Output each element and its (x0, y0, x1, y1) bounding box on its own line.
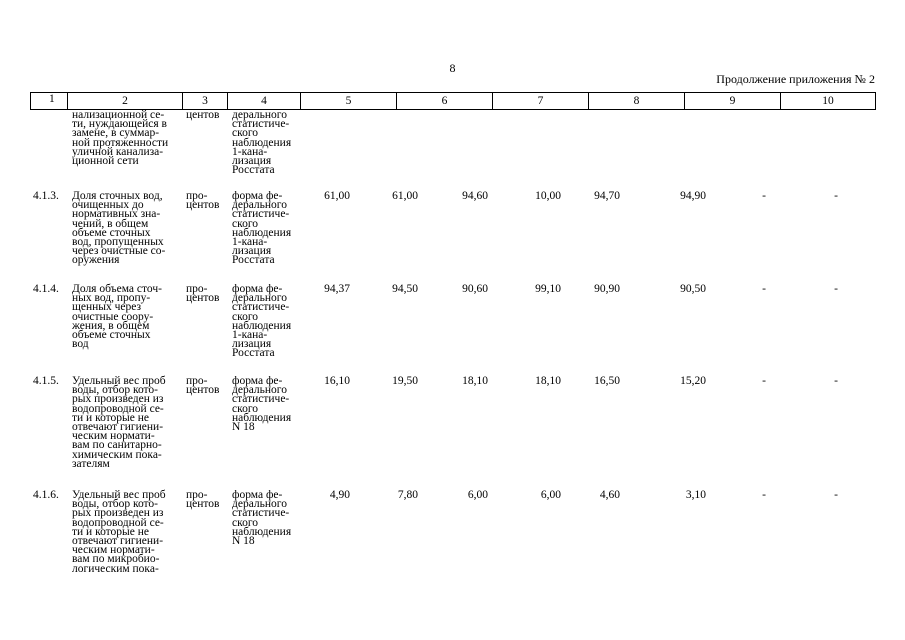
row-code: 4.1.3. (33, 190, 59, 202)
data-source: форма фе- дерального статистиче- ского наблюдения N 18 (232, 489, 292, 548)
appendix-caption: Продолжение приложения № 2 (716, 72, 875, 86)
header-col-1: 1 (31, 93, 68, 110)
page-number: 8 (449, 61, 456, 75)
value-cell: - (762, 489, 766, 501)
row-code: 4.1.6. (33, 489, 59, 501)
unit: про- центов (186, 283, 220, 305)
value-cell: 90,90 (594, 283, 620, 295)
header-col-10: 10 (781, 93, 876, 110)
value-cell: - (762, 190, 766, 202)
value-cell: 99,10 (535, 283, 561, 295)
value-cell: 16,10 (324, 375, 350, 387)
value-cell: 61,00 (324, 190, 350, 202)
value-cell: 94,70 (594, 190, 620, 202)
value-cell: 6,00 (540, 489, 561, 501)
data-source: форма фе- дерального статистиче- ского наблюдения N 18 (232, 375, 292, 434)
value-cell: 94,37 (324, 283, 350, 295)
value-cell: - (834, 375, 838, 387)
value-cell: - (762, 375, 766, 387)
value-cell: - (834, 190, 838, 202)
header-col-5: 5 (301, 93, 397, 110)
row-code: 4.1.5. (33, 375, 59, 387)
header-col-4: 4 (228, 93, 301, 110)
indicator-name: Доля сточных вод, очищенных до нормативных зна- чений, в общем объеме сточных вод, пропущенных через очистные со- оружения (72, 190, 166, 267)
header-col-8: 8 (589, 93, 685, 110)
value-cell: 18,10 (535, 375, 561, 387)
value-cell: 15,20 (680, 375, 706, 387)
unit: центов (186, 109, 220, 121)
header-col-6: 6 (397, 93, 493, 110)
value-cell: - (834, 489, 838, 501)
value-cell: 16,50 (594, 375, 620, 387)
value-cell: - (834, 283, 838, 295)
value-cell: - (762, 283, 766, 295)
value-cell: 7,80 (397, 489, 418, 501)
header-col-3: 3 (183, 93, 228, 110)
value-cell: 90,60 (462, 283, 488, 295)
data-source: форма фе- дерального статистиче- ского наблюдения 1-кана- лизация Росстата (232, 283, 292, 360)
data-source: форма фе- дерального статистиче- ского наблюдения 1-кана- лизация Росстата (232, 190, 292, 267)
data-source: дерального статистиче- ского наблюдения 1-кана- лизация Росстата (232, 109, 292, 177)
value-cell: 94,90 (680, 190, 706, 202)
value-cell: 94,60 (462, 190, 488, 202)
value-cell: 4,90 (329, 489, 350, 501)
value-cell: 94,50 (392, 283, 418, 295)
header-col-2: 2 (68, 93, 183, 110)
value-cell: 19,50 (392, 375, 418, 387)
indicator-name: Доля объема сточ- ных вод, пропу- щенных через очистные соору- жения, в общем объеме сточных вод (72, 283, 162, 351)
indicator-name: нализационной се- ти, нуждающейся в замене, в суммар- ной протяженности уличной канализа- ционной сети (72, 109, 169, 168)
indicator-name: Удельный вес проб воды, отбор кото- рых произведен из водопроводной се- ти и которые не отвечают гигиени- ческим нормати- вам по микробио- логическим пока- (72, 489, 166, 575)
table-header (30, 92, 876, 110)
value-cell: 4,60 (599, 489, 620, 501)
unit: про- центов (186, 375, 220, 397)
value-cell: 61,00 (392, 190, 418, 202)
value-cell: 10,00 (535, 190, 561, 202)
header-col-9: 9 (685, 93, 781, 110)
unit: про- центов (186, 190, 220, 212)
indicator-name: Удельный вес проб воды, отбор кото- рых произведен из водопроводной се- ти и которые не отвечают гигиени- ческим нормати- вам по санитарно- химическим пока- зателям (72, 375, 166, 470)
value-cell: 6,00 (467, 489, 488, 501)
value-cell: 90,50 (680, 283, 706, 295)
header-col-7: 7 (493, 93, 589, 110)
value-cell: 3,10 (685, 489, 706, 501)
unit: про- центов (186, 489, 220, 511)
row-code: 4.1.4. (33, 283, 59, 295)
value-cell: 18,10 (462, 375, 488, 387)
